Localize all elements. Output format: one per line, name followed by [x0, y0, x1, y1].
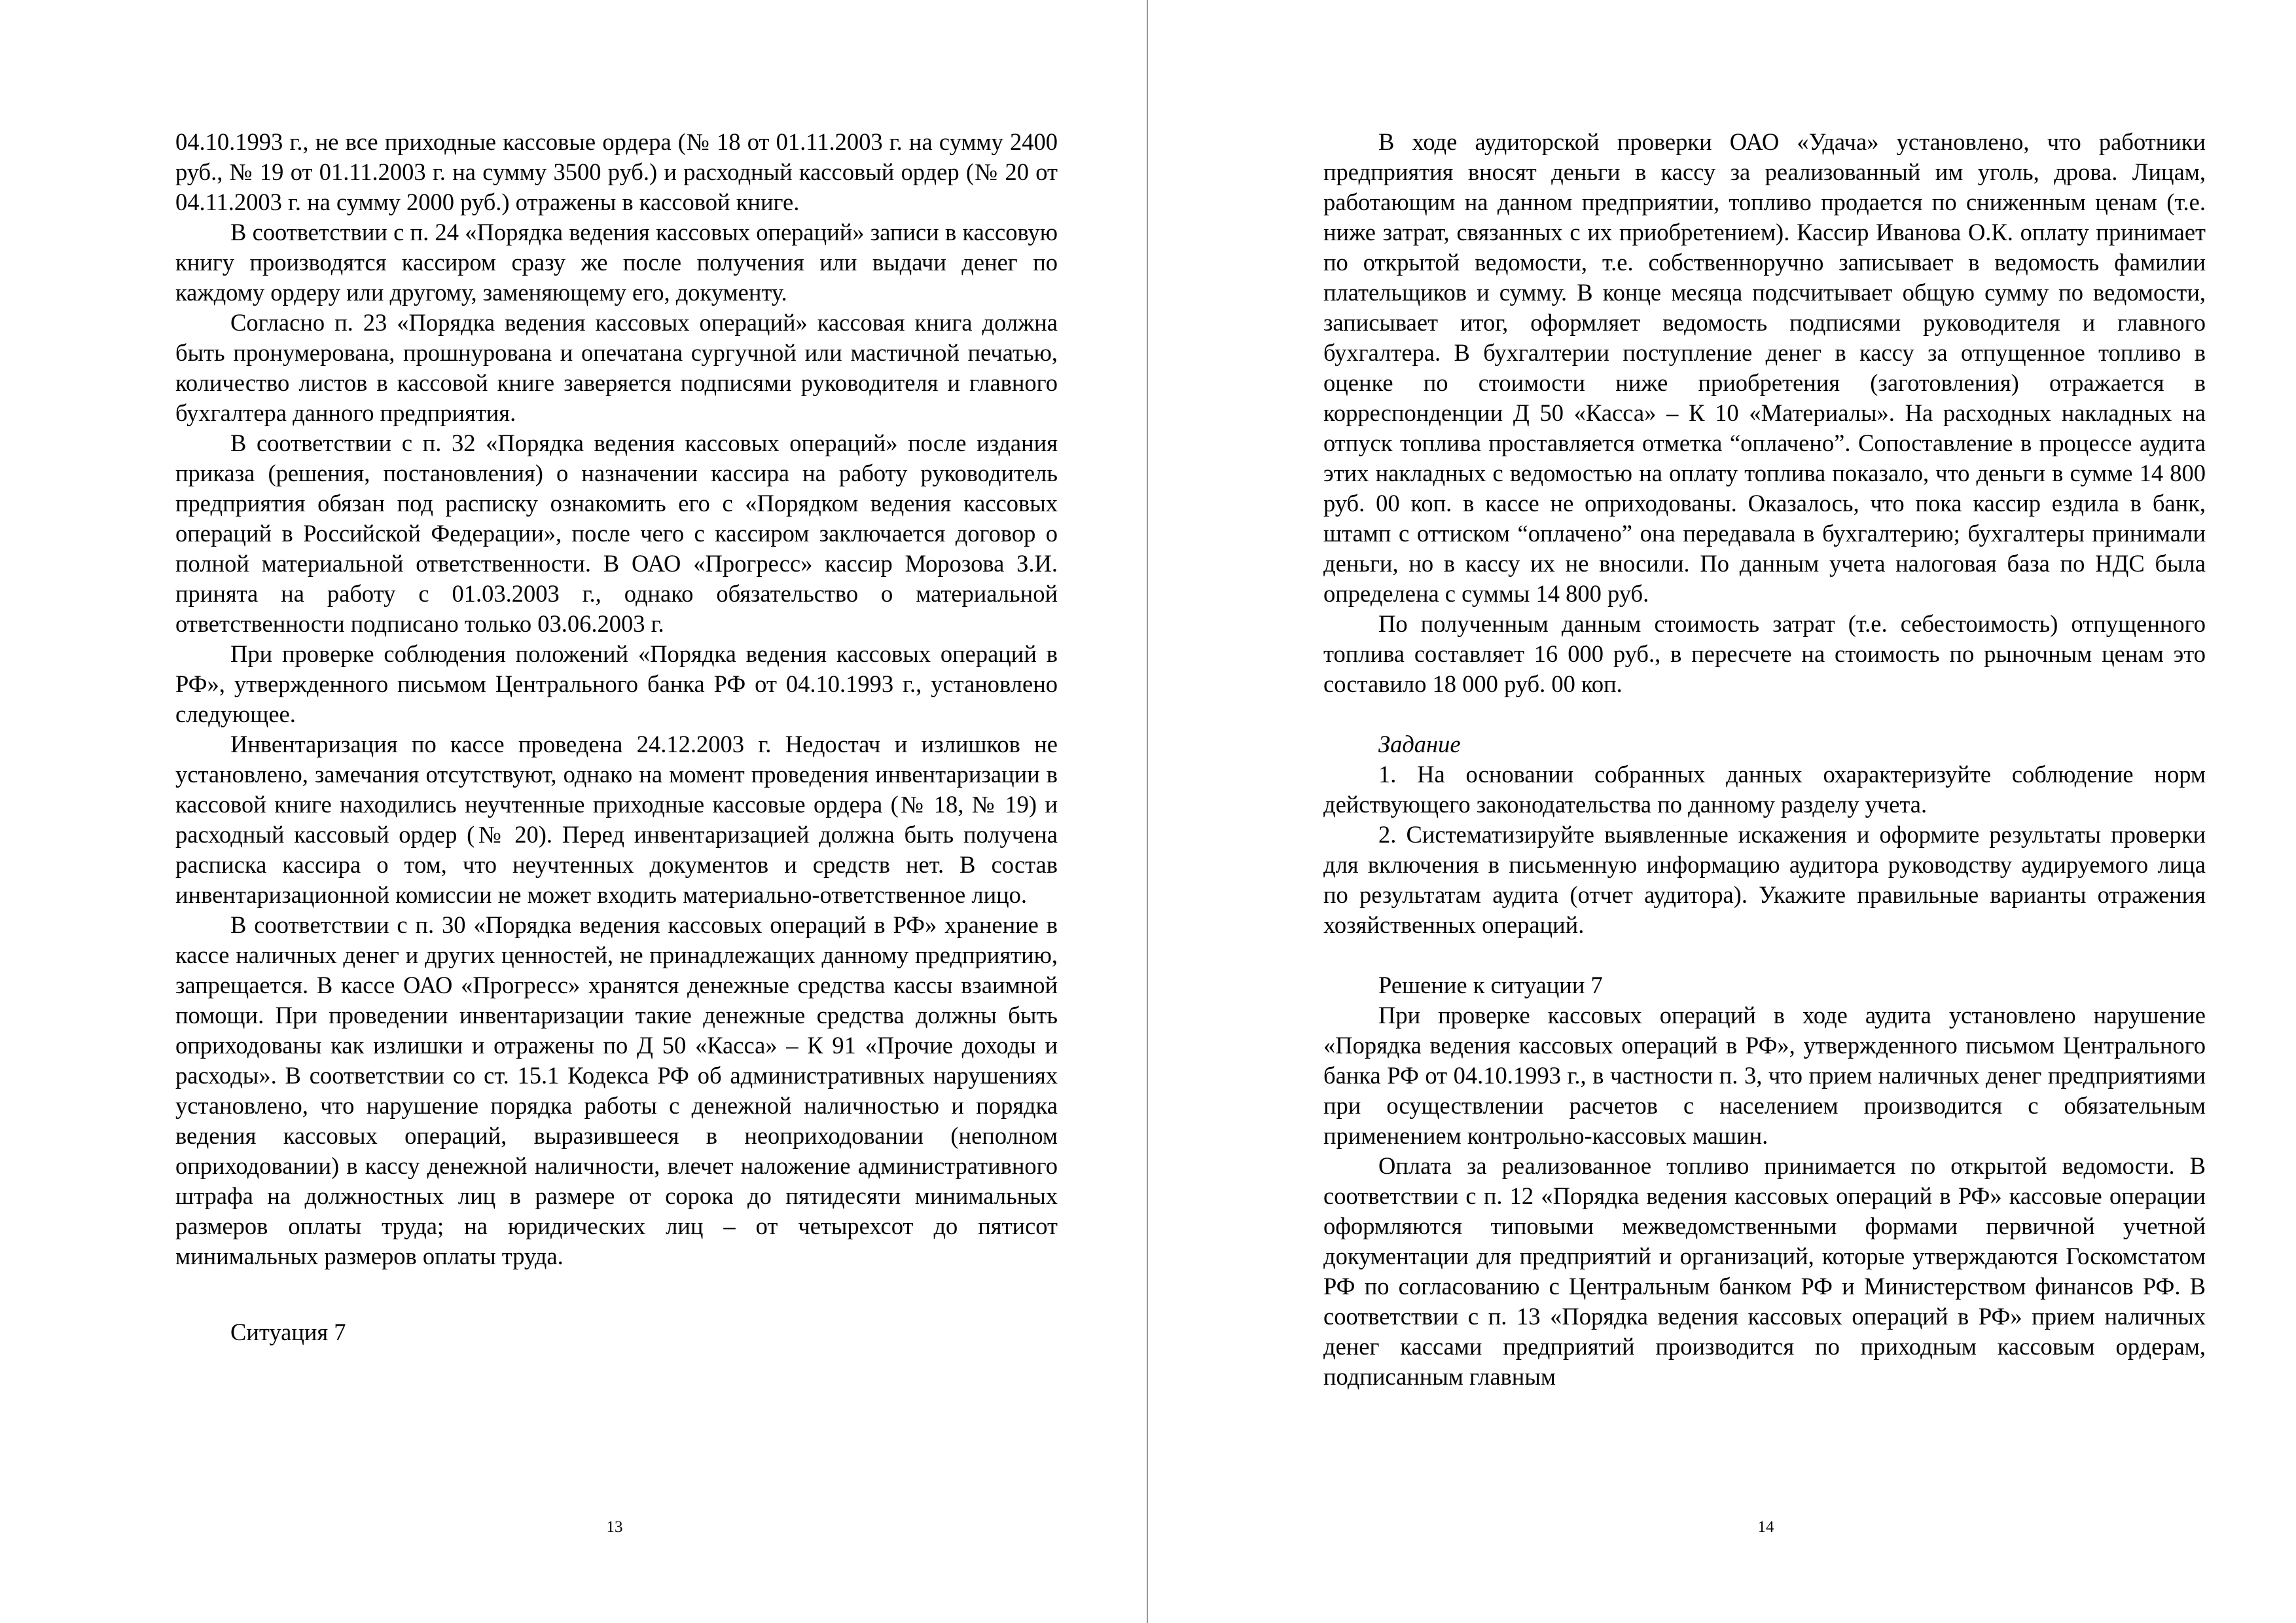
- paragraph: Согласно п. 23 «Порядка ведения кассовых операций» кассовая книга должна быть пронумерована, прошнурована и опечатана сургучной или мастичной печатью, количество листов в кассовой книге заверяется подписями руководителя и главного бухгалтера данного предприятия.: [175, 309, 1058, 426]
- task-item: 2. Систематизируйте выявленные искажения и оформите результаты проверки для включения в письменную информацию аудитора руководству аудируемого лица по результатам аудита (отчет аудитора). Укажите правильные варианты отражения хозяйственных операций.: [1323, 821, 2206, 938]
- paragraph: В соответствии с п. 24 «Порядка ведения кассовых операций» записи в кассовую книгу производятся кассиром сразу же после получения или выдачи денег по каждому ордеру или другому, заменяющему его, документу.: [175, 219, 1058, 306]
- spacer: [1323, 940, 2206, 970]
- paragraph: По полученным данным стоимость затрат (т.е. себестоимость) отпущенного топлива составляет 16 000 руб., в пересчете на стоимость по рыночным ценам это составило 18 000 руб. 00 коп.: [1323, 610, 2206, 697]
- spacer: [1323, 699, 2206, 729]
- paragraph: В соответствии с п. 30 «Порядка ведения кассовых операций в РФ» хранение в кассе наличных денег и других ценностей, не принадлежащих данному предприятию, запрещается. В кассе ОАО «Прогресс» хранятся денежные средства кассы взаимной помощи. При проведении инвентаризации такие денежные средства должны быть оприходованы как излишки и отражены по Д 50 «Касса» – К 91 «Прочие доходы и расходы». В соответствии со ст. 15.1 Кодекса РФ об административных нарушениях установлено, что нарушение порядка работы с денежной наличностью и порядка ведения кассовых операций, выразившееся в неоприходовании (неполном оприходовании) в кассу денежной наличности, влечет наложение административного штрафа на должностных лиц в размере от сорока до пятидесяти минимальных размеров оплаты труда; на юридических лиц – от четырехсот до пятисот минимальных размеров оплаты труда.: [175, 911, 1058, 1269]
- paragraph: При проверке кассовых операций в ходе аудита установлено нарушение «Порядка ведения кассовых операций в РФ», утвержденного письмом Центрального банка РФ от 04.10.1993 г., в частности п. 3, что прием наличных денег предприятиями при осуществлении расчетов с населением производится с обязательным применением контрольно-кассовых машин.: [1323, 1002, 2206, 1149]
- paragraph: Инвентаризация по кассе проведена 24.12.2003 г. Недостач и излишков не установлено, замечания отсутствуют, однако на момент проведения инвентаризации в кассовой книге находились неучтенные приходные кассовые ордера (№ 18, № 19) и расходный кассовый ордер (№ 20). Перед инвентаризацией должна быть получена расписка кассира о том, что неучтенных документов и средств нет. В состав инвентаризационной комиссии не может входить материально-ответственное лицо.: [175, 731, 1058, 908]
- task-heading: Задание: [1378, 731, 1461, 757]
- section-heading: Ситуация 7: [230, 1319, 346, 1345]
- paragraph: При проверке соблюдения положений «Порядка ведения кассовых операций в РФ», утвержденного письмом Центрального банка РФ от 04.10.1993 г., установлено следующее.: [175, 640, 1058, 727]
- page-number: 13: [606, 1518, 623, 1536]
- right-page-text: [1323, 127, 2206, 1392]
- task-item: 1. На основании собранных данных охарактеризуйте соблюдение норм действующего законодательства по данному разделу учета.: [1323, 761, 2206, 818]
- left-page-text: [175, 127, 1058, 1347]
- paragraph: 04.10.1993 г., не все приходные кассовые ордера (№ 18 от 01.11.2003 г. на сумму 2400 руб., № 19 от 01.11.2003 г. на сумму 3500 руб.) и расходный кассовый ордер (№ 20 от 04.11.2003 г. на сумму 2000 руб.) отражены в кассовой книге.: [175, 128, 1058, 215]
- paragraph: Оплата за реализованное топливо принимается по открытой ведомости. В соответствии с п. 12 «Порядка ведения кассовых операций в РФ» кассовые операции оформляются типовыми межведомственными формами первичной учетной документации для предприятий и организаций, которые утверждаются Госкомстатом РФ по согласованию с Центральным банком РФ и Министерством финансов РФ. В соответствии с п. 13 «Порядка ведения кассовых операций в РФ» прием наличных денег кассами предприятий производится по приходным кассовым ордерам, подписанным главным: [1323, 1152, 2206, 1390]
- right-page: [1148, 0, 2296, 1623]
- page-number: 14: [1757, 1518, 1774, 1536]
- spacer: [175, 1271, 1058, 1317]
- solution-heading: Решение к ситуации 7: [1378, 972, 1603, 998]
- paragraph: В соответствии с п. 32 «Порядка ведения кассовых операций» после издания приказа (решения, постановления) о назначении кассира на работу руководитель предприятия обязан под расписку ознакомить его с «Порядком ведения кассовых операций в Российской Федерации», после чего с кассиром заключается договор о полной материальной ответственности. В ОАО «Прогресс» кассир Морозова З.И. принята на работу с 01.03.2003 г., однако обязательство о материальной ответственности подписано только 03.06.2003 г.: [175, 429, 1058, 637]
- paragraph: В ходе аудиторской проверки ОАО «Удача» установлено, что работники предприятия вносят деньги в кассу за реализованный им уголь, дрова. Лицам, работающим на данном предприятии, топливо продается по сниженным ценам (т.е. ниже затрат, связанных с их приобретением). Кассир Иванова О.К. оплату принимает по открытой ведомости, т.е. собственноручно записывает в ведомость фамилии плательщиков и сумму. В конце месяца подсчитывает общую сумму по ведомости, записывает итог, оформляет ведомость подписями руководителя и главного бухгалтера. В бухгалтерии поступление денег в кассу за отпущенное топливо в оценке по стоимости ниже приобретения (заготовления) отражается в корреспонденции Д 50 «Касса» – К 10 «Материалы». На расходных накладных на отпуск топлива проставляется отметка “оплачено”. Сопоставление в процессе аудита этих накладных с ведомостью на оплату топлива показало, что деньги в сумме 14 800 руб. 00 коп. в кассе не оприходованы. Оказалось, что пока кассир ездила в банк, штамп с оттиском “оплачено” она передавала в бухгалтерию; бухгалтеры принимали деньги, но в кассу их не вносили. По данным учета налоговая база по НДС была определена с суммы 14 800 руб.: [1323, 128, 2206, 607]
